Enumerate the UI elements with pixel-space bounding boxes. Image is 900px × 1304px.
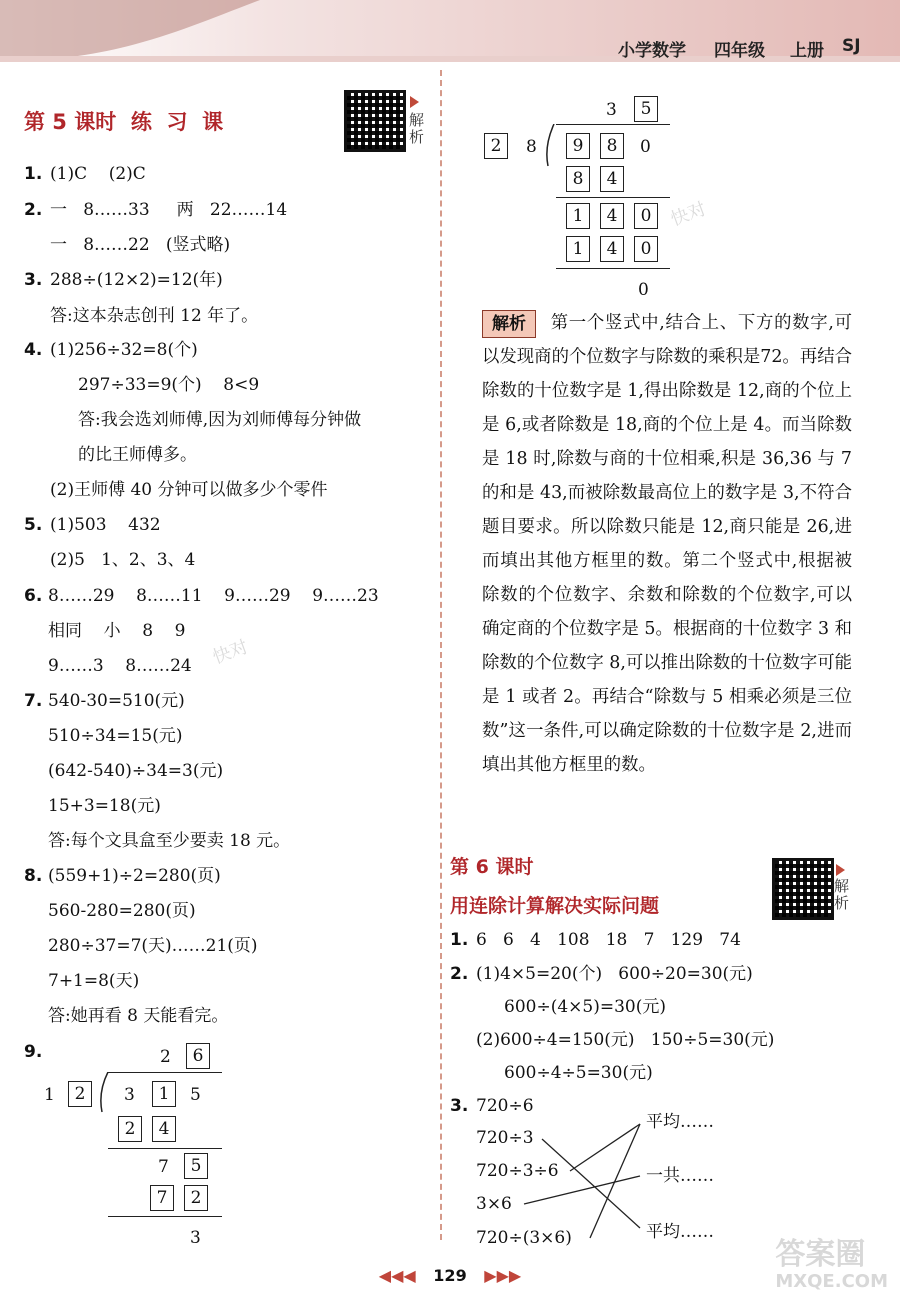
qr-label-lesson6: 解析: [834, 877, 850, 912]
play-icon-lesson6: [836, 864, 845, 876]
r-q2-line4: 600÷4÷5=30(元): [504, 1063, 653, 1083]
q9-quotient-digit: 2: [160, 1047, 171, 1067]
r-q3-right-2: 平均……: [646, 1222, 714, 1242]
header-curve: [0, 0, 900, 62]
q9-number: 9.: [24, 1042, 43, 1062]
r-q1-line: 6 6 4 108 18 7 129 74: [476, 930, 741, 950]
ld-dividend-box2: 8: [600, 133, 624, 159]
ld-product2-box1: 1: [566, 236, 590, 262]
ld-product1-box2: 4: [600, 166, 624, 192]
q6-line2: 相同 小 8 9: [48, 621, 186, 641]
r-q2-line1: (1)4×5=20(个) 600÷20=30(元): [476, 964, 753, 984]
q8-number: 8.: [24, 866, 43, 886]
q5-line2: (2)5 1、2、3、4: [50, 550, 196, 570]
qr-label: 解析: [409, 111, 425, 146]
q8-line4: 7+1=8(天): [48, 971, 140, 991]
logo-text: 答案圈: [775, 1237, 866, 1272]
q9-rule2: [108, 1216, 222, 1217]
logo-domain: MXQE.COM: [775, 1271, 888, 1292]
watermark-left: 快对: [210, 636, 252, 669]
ld-remainder1-box1: 1: [566, 203, 590, 229]
header-grade: 四年级: [714, 41, 765, 61]
header-edition: SJ: [842, 36, 861, 56]
q8-line1: (559+1)÷2=280(页): [48, 866, 221, 886]
r-q3-left-0: 720÷6: [476, 1096, 534, 1116]
q1-number: 1.: [24, 164, 43, 184]
ld-rule1: [556, 197, 670, 198]
lesson5-title: 第 5 课时 练 习 课: [24, 110, 224, 134]
ld-quotient-digit: 3: [606, 100, 617, 120]
q2-line2: 一 8……22 (竖式略): [50, 235, 231, 255]
q9-dividend-box: 1: [152, 1081, 176, 1107]
q9-divisor-digit: 1: [44, 1085, 55, 1105]
q9-product1-box2: 4: [152, 1116, 176, 1142]
r-q2-line2: 600÷(4×5)=30(元): [504, 997, 666, 1017]
q7-line2: 510÷34=15(元): [48, 726, 183, 746]
lesson6-subtitle: 用连除计算解决实际问题: [450, 895, 660, 917]
q3-line2: 答:这本杂志创刊 12 年了。: [50, 306, 259, 326]
q9-division-bracket: [96, 1072, 112, 1114]
q5-line1: (1)503 432: [50, 515, 161, 535]
qr-code-icon-lesson6[interactable]: [772, 858, 834, 920]
r-q3-right-0: 平均……: [646, 1112, 714, 1132]
r-q3-left-4: 720÷(3×6): [476, 1228, 572, 1248]
q8-line5: 答:她再看 8 天能看完。: [48, 1006, 229, 1026]
header-subject: 小学数学: [618, 41, 686, 61]
q9-dividend-digit3: 5: [190, 1085, 201, 1105]
ld-dividend-digit3: 0: [640, 137, 651, 157]
q9-remainder1-box: 5: [184, 1153, 208, 1179]
header-band: [0, 0, 900, 62]
ld-quotient-box: 5: [634, 96, 658, 122]
q9-final-remainder: 3: [190, 1228, 201, 1248]
q9-dividend-digit1: 3: [124, 1085, 135, 1105]
r-q1-number: 1.: [450, 930, 469, 950]
q9-divisor-box: 2: [68, 1081, 92, 1107]
q4-number: 4.: [24, 340, 43, 360]
q9-product2-box1: 7: [150, 1185, 174, 1211]
r-q3-right-1: 一共……: [646, 1166, 714, 1186]
q3-number: 3.: [24, 270, 43, 290]
footer-left-arrows-icon: ◀◀◀: [378, 1266, 416, 1285]
q3-line1: 288÷(12×2)=12(年): [50, 270, 223, 290]
qr-code-icon[interactable]: [344, 90, 406, 152]
watermark-right: 快对: [668, 198, 710, 231]
r-q3-left-1: 720÷3: [476, 1128, 534, 1148]
site-logo: [775, 1239, 888, 1292]
ld-divisor-digit: 8: [526, 137, 537, 157]
q9-product1-box1: 2: [118, 1116, 142, 1142]
header-volume: 上册: [790, 41, 824, 61]
q8-line2: 560-280=280(页): [48, 901, 196, 921]
q9-rule1: [108, 1148, 222, 1149]
ld-divisor-box: 2: [484, 133, 508, 159]
page-footer: [0, 1266, 900, 1285]
q6-line3: 9……3 8……24: [48, 656, 192, 676]
ld-division-bracket: [542, 124, 558, 168]
ld-product2-box3: 0: [634, 236, 658, 262]
r-q3-left-2: 720÷3÷6: [476, 1161, 559, 1181]
q7-line1: 540-30=510(元): [48, 691, 185, 711]
r-q2-number: 2.: [450, 964, 469, 984]
ld-final-remainder: 0: [638, 280, 649, 300]
r-q3-left-3: 3×6: [476, 1194, 512, 1214]
ld-product1-box1: 8: [566, 166, 590, 192]
q2-line1: 一 8……33 两 22……14: [50, 200, 288, 220]
analysis-text: [482, 306, 852, 782]
play-icon: [410, 96, 419, 108]
r-q2-line3: (2)600÷4=150(元) 150÷5=30(元): [476, 1030, 775, 1050]
analysis-label: 解析: [482, 310, 536, 338]
q7-line3: (642-540)÷34=3(元): [48, 761, 224, 781]
q5-number: 5.: [24, 515, 43, 535]
q4-line4: 的比王师傅多。: [78, 445, 197, 465]
ld-product2-box2: 4: [600, 236, 624, 262]
q9-quotient-box: 6: [186, 1043, 210, 1069]
analysis-body: 第一个竖式中,结合上、下方的数字,可以发现商的个位数字与除数的乘积是72。再结合除数的十位数字是 1,得出除数是 12,商的个位上是 6,或者除数是 18,商的个位上是 4。而当除数是 18 时,除数与商的十位相乘,积是 36,36 与 7 的和是 43,而被除数最高位上的数字是 3,不符合题目要求。所以除数只能是 12,商只能是 26,进而填出其他方框里的数。第二个竖式中,根据被除数的个位数字、余数和除数的个位数字,可以确定商的个位数字是 5。根据商的十位数字 3 和除数的个位数字 8,可以推出除数的十位数字可能是 1 或者 2。再结合“除数与 5 相乘必须是三位数”这一条件,可以确定除数的十位数字是 2,进而填出其他方框里的数。: [482, 313, 852, 775]
q9-remainder1-digit: 7: [158, 1157, 169, 1177]
q7-number: 7.: [24, 691, 43, 711]
q9-division-bar: [108, 1072, 222, 1073]
q4-line2: 297÷33=9(个) 8<9: [78, 375, 260, 395]
column-divider: [440, 70, 442, 1240]
ld-rule2: [556, 268, 670, 269]
q4-line5: (2)王师傅 40 分钟可以做多少个零件: [50, 480, 328, 500]
ld-dividend-box1: 9: [566, 133, 590, 159]
ld-division-bar: [556, 124, 670, 125]
q2-number: 2.: [24, 200, 43, 220]
q6-line1: 8……29 8……11 9……29 9……23: [48, 586, 379, 606]
q4-line1: (1)256÷32=8(个): [50, 340, 198, 360]
ld-remainder1-box3: 0: [634, 203, 658, 229]
q9-product2-box2: 2: [184, 1185, 208, 1211]
footer-right-arrows-icon: ▶▶▶: [484, 1266, 522, 1285]
q8-line3: 280÷37=7(天)……21(页): [48, 936, 258, 956]
q7-line4: 15+3=18(元): [48, 796, 161, 816]
page-number: 129: [433, 1266, 467, 1285]
q7-line5: 答:每个文具盒至少要卖 18 元。: [48, 831, 291, 851]
lesson6-title: 第 6 课时: [450, 856, 534, 878]
q1-line: (1)C (2)C: [50, 164, 146, 184]
q4-line3: 答:我会选刘师傅,因为刘师傅每分钟做: [78, 410, 362, 430]
ld-remainder1-box2: 4: [600, 203, 624, 229]
q6-number: 6.: [24, 586, 43, 606]
r-q3-number: 3.: [450, 1096, 469, 1116]
r-q3-matching-lines: [520, 1110, 650, 1250]
